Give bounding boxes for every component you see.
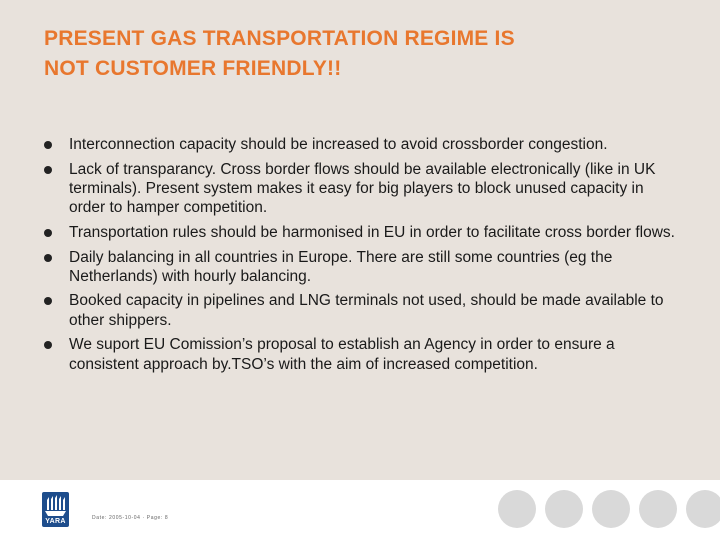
bullet-text: We suport EU Comission’s proposal to establish an Agency in order to ensure a consistent approach by.TSO’s with the aim of increased competition. — [69, 336, 615, 373]
bullet-text: Booked capacity in pipelines and LNG terminals not used, should be made available to other shippers. — [69, 292, 664, 329]
circle-decoration — [498, 490, 536, 528]
date-page-label: Date: 2005-10-04 · Page: 8 — [92, 515, 169, 521]
bullet-item — [44, 335, 684, 373]
yara-logo — [42, 492, 69, 527]
bullet-item — [44, 223, 684, 242]
logo-text: YARA — [45, 518, 66, 525]
bullet-dot-icon — [44, 166, 52, 174]
bullet-item — [44, 291, 684, 329]
circle-decoration — [545, 490, 583, 528]
bullet-dot-icon — [44, 229, 52, 237]
bullet-dot-icon — [44, 254, 52, 262]
circle-decoration — [639, 490, 677, 528]
slide-title — [44, 24, 684, 84]
bullet-item — [44, 135, 684, 154]
bullet-dot-icon — [44, 141, 52, 149]
bullet-text: Interconnection capacity should be increased to avoid crossborder congestion. — [69, 136, 608, 153]
bullet-dot-icon — [44, 297, 52, 305]
bullet-text: Lack of transparancy. Cross border flows should be available electronically (like in UK terminals). Present system makes it easy for big players to block unused capacity in order to hamper competition. — [69, 160, 656, 217]
bullet-item — [44, 248, 684, 286]
title-line-1: PRESENT GAS TRANSPORTATION REGIME IS — [44, 27, 515, 50]
circle-decoration — [686, 490, 720, 528]
bullet-list — [44, 135, 684, 379]
circle-decoration — [592, 490, 630, 528]
bullet-text: Transportation rules should be harmonised in EU in order to facilitate cross border flows. — [69, 223, 675, 241]
bullet-item — [44, 160, 684, 218]
bullet-text: Daily balancing in all countries in Europe. There are still some countries (eg the Netherlands) with hourly balancing. — [69, 248, 613, 285]
bullet-dot-icon — [44, 341, 52, 349]
title-line-2: NOT CUSTOMER FRIENDLY!! — [44, 57, 342, 80]
